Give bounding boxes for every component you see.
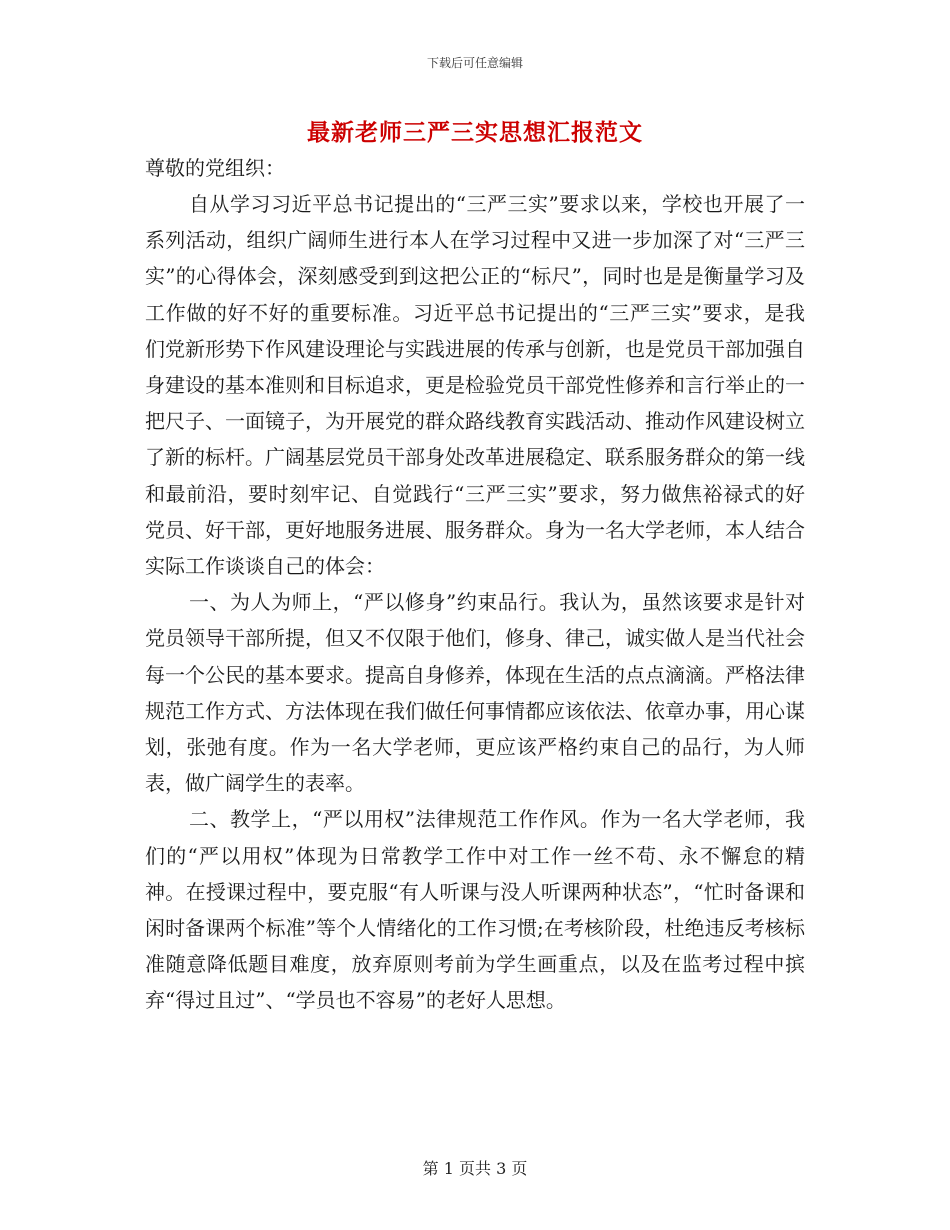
page-number-footer: 第 1 页共 3 页 [422, 1159, 528, 1178]
salutation: 尊敬的党组织： [145, 156, 285, 180]
header-note: 下载后可任意编辑 [426, 56, 523, 70]
paragraph-point-two: 二、教学上，“严以用权”法律规范工作作风。作为一名大学老师，我们的“严以用权”体现为日常教学工作中对工作一丝不苟、永不懈怠的精神。在授课过程中，要克服“有人听课与没人听课两种状态”，“忙时备课和闲时备课两个标准”等个人情绪化的工作习惯;在考核阶段，杜绝违反考核标准随意降低题目难度，放弃原则考前为学生画重点，以及在监考过程中摈弃“得过且过”、“学员也不容易”的老好人思想。 [145, 807, 805, 1013]
paragraph-intro: 自从学习习近平总书记提出的“三严三实”要求以来，学校也开展了一系列活动，组织广阔师生进行本人在学习过程中又进一步加深了对“三严三实”的心得体会，深刻感受到到这把公正的“标尺”，同时也是是衡量学习及工作做的好不好的重要标准。习近平总书记提出的“三严三实”要求，是我们党新形势下作风建设理论与实践进展的传承与创新，也是党员干部加强自身建设的基本准则和目标追求，更是检验党员干部党性修养和言行举止的一把尺子、一面镜子，为开展党的群众路线教育实践活动、推动作风建设树立了新的标杆。广阔基层党员干部身处改革进展稳定、联系服务群众的第一线和最前沿，要时刻牢记、自觉践行“三严三实”要求，努力做焦裕禄式的好党员、好干部，更好地服务进展、服务群众。身为一名大学老师，本人结合实际工作谈谈自己的体会： [145, 192, 805, 579]
paragraph-point-one: 一、为人为师上，“严以修身”约束品行。我认为，虽然该要求是针对党员领导干部所提，但又不仅限于他们，修身、律己，诚实做人是当代社会每一个公民的基本要求。提高自身修养，体现在生活的点点滴滴。严格法律规范工作方式、方法体现在我们做任何事情都应该依法、依章办事，用心谋划，张弛有度。作为一名大学老师，更应该严格约束自己的品行，为人师表，做广阔学生的表率。 [145, 590, 805, 796]
document-body [145, 150, 805, 1019]
document-title: 最新老师三严三实思想汇报范文 [307, 119, 643, 146]
